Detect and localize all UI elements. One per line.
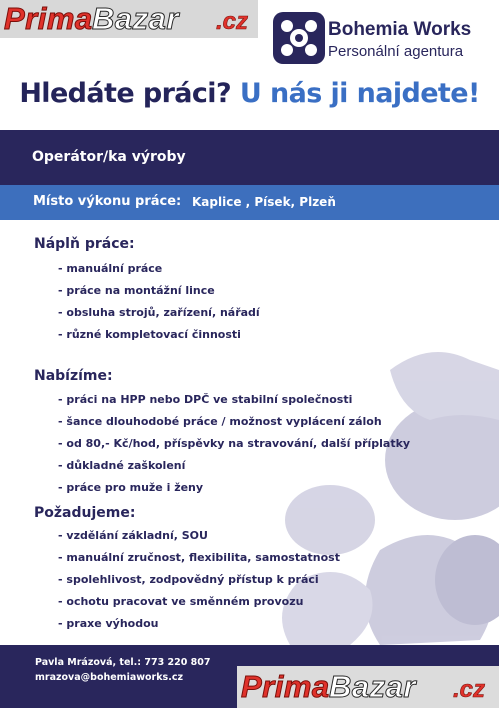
logo-subtitle: Personální agentura bbox=[328, 43, 464, 60]
headline-question: Hledáte práci? bbox=[19, 78, 232, 109]
list-item: - manuální práce bbox=[58, 262, 163, 275]
list-item: - ochotu pracovat ve směnném provozu bbox=[58, 595, 304, 608]
section-title-offer: Nabízíme: bbox=[34, 368, 113, 384]
list-item: - práce na montážní lince bbox=[58, 284, 215, 297]
list-item: - práci na HPP nebo DPČ ve stabilní společnosti bbox=[58, 393, 353, 406]
list-item: - důkladné zaškolení bbox=[58, 459, 186, 472]
position-title: Operátor/ka výroby bbox=[32, 149, 186, 165]
company-logo bbox=[273, 12, 495, 64]
section-title-requirements: Požadujeme: bbox=[34, 505, 136, 521]
contact-phone: Pavla Mrázová, tel.: 773 220 807 bbox=[35, 657, 211, 668]
list-item: - různé kompletovací činnosti bbox=[58, 328, 241, 341]
list-item: - praxe výhodou bbox=[58, 617, 159, 630]
logo-name: Bohemia Works bbox=[328, 19, 472, 40]
contact-email[interactable]: mrazova@bohemiaworks.cz bbox=[35, 672, 183, 683]
puzzle-logo-icon bbox=[273, 12, 325, 64]
headline bbox=[0, 78, 499, 109]
list-item: - manuální zručnost, flexibilita, samostatnost bbox=[58, 551, 340, 564]
location-value: Kaplice , Písek, Plzeň bbox=[192, 195, 336, 209]
list-item: - obsluha strojů, zařízení, nářadí bbox=[58, 306, 260, 319]
headline-answer: U nás ji najdete! bbox=[239, 78, 480, 109]
list-item: - práce pro muže i ženy bbox=[58, 481, 204, 494]
watermark-text: .cz bbox=[216, 8, 249, 35]
watermark-text: Prima bbox=[4, 1, 93, 36]
list-item: - šance dlouhodobé práce / možnost vyplácení záloh bbox=[58, 415, 382, 428]
list-item: - vzdělání základní, SOU bbox=[58, 529, 208, 542]
list-item: - spolehlivost, zodpovědný přístup k práci bbox=[58, 573, 319, 586]
watermark-text: Bazar bbox=[329, 669, 416, 704]
list-item: - od 80,- Kč/hod, příspěvky na stravování, další příplatky bbox=[58, 437, 411, 450]
watermark-text: Prima bbox=[241, 669, 330, 704]
watermark-text: .cz bbox=[453, 676, 486, 703]
location-label: Místo výkonu práce: bbox=[33, 194, 182, 209]
watermark-text: Bazar bbox=[92, 1, 179, 36]
primabazar-watermark-top bbox=[0, 0, 258, 38]
primabazar-watermark-bottom bbox=[237, 666, 499, 708]
location-bar bbox=[0, 185, 499, 220]
position-bar bbox=[0, 130, 499, 185]
section-title-duties: Náplň práce: bbox=[34, 236, 135, 252]
